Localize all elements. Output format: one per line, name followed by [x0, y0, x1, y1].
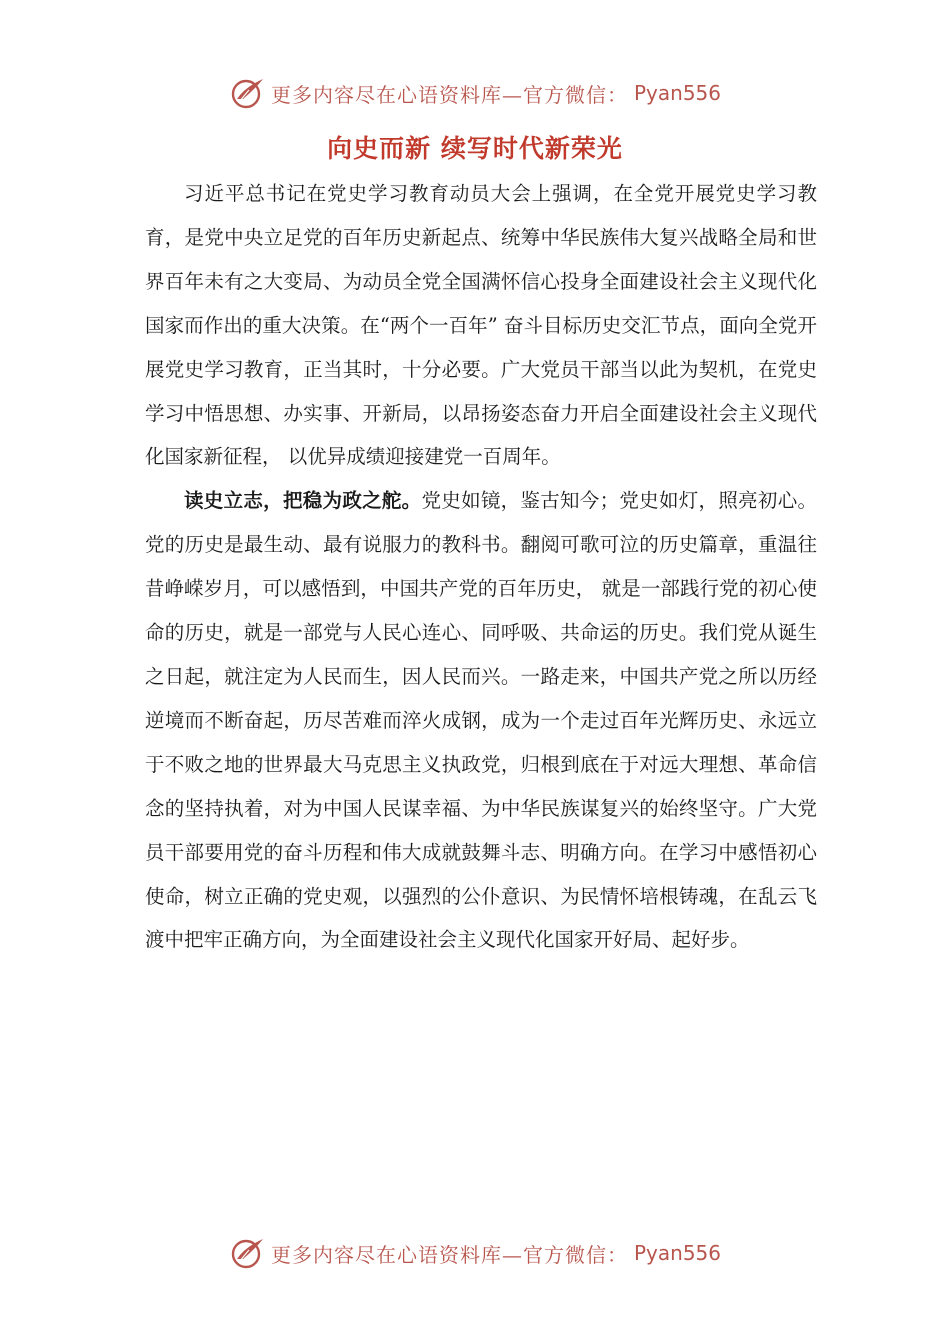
paragraph-text: 党史如镜，鉴古知今；党史如灯，照亮初心。党的历史是最生动、最有说服力的教科书。翻阅可歌可泣的历史篇章，重温往昔峥嵘岁月，可以感悟到，中国共产党的百年历史， 就是一部践行党的初心使命的历史，就是一部党与人民心连心、同呼吸、共命运的历史。我们党从诞生之日起，就注定为人民而生，因人民而兴。一路走来，中国共产党之所以历经逆境而不断奋起，历尽苦难而淬火成钢，成为一个走过百年光辉历史、永远立于不败之地的世界最大马克思主义执政党，归根到底在于对远大理想、革命信念的坚持执着，对为中国人民谋幸福、为中华民族谋复兴的始终坚守。广大党员干部要用党的奋斗历程和伟大成就鼓舞斗志、明确方向。在学习中感悟初心使命，树立正确的党史观，以强烈的公仆意识、为民情怀培根铸魂，在乱云飞渡中把牢正确方向，为全面建设社会主义现代化国家开好局、起好步。: [145, 489, 817, 952]
footer-wechat-id: Pyan556: [633, 1241, 721, 1265]
paragraph-intro: [145, 172, 817, 479]
footer-banner: [0, 1233, 950, 1273]
footer-banner-inner: [229, 1235, 721, 1271]
header-banner: [0, 73, 950, 113]
document-body: [145, 172, 817, 962]
paragraph-lead: 读史立志，把稳为政之舵。: [184, 489, 422, 513]
paragraph-text: 习近平总书记在党史学习教育动员大会上强调，在全党开展党史学习教育，是党中央立足党的百年历史新起点、统筹中华民族伟大复兴战略全局和世界百年未有之大变局、为动员全党全国满怀信心投身全面建设社会主义现代化国家而作出的重大决策。在“两个一百年” 奋斗目标历史交汇节点，面向全党开展党史学习教育，正当其时，十分必要。广大党员干部当以此为契机，在党史学习中悟思想、办实事、开新局，以昂扬姿态奋力开启全面建设社会主义现代化国家新征程， 以优异成绩迎接建党一百周年。: [145, 182, 817, 469]
paragraph-read-history: [145, 479, 817, 962]
header-banner-inner: [229, 75, 721, 111]
quill-circle-logo-icon: [229, 1235, 267, 1271]
footer-banner-text: 更多内容尽在心语资料库—官方微信：: [270, 1242, 628, 1267]
header-wechat-id: Pyan556: [633, 81, 721, 105]
header-banner-text: 更多内容尽在心语资料库—官方微信：: [270, 82, 628, 107]
document-title: 向史而新 续写时代新荣光: [327, 134, 623, 163]
quill-circle-logo-icon: [229, 75, 267, 111]
